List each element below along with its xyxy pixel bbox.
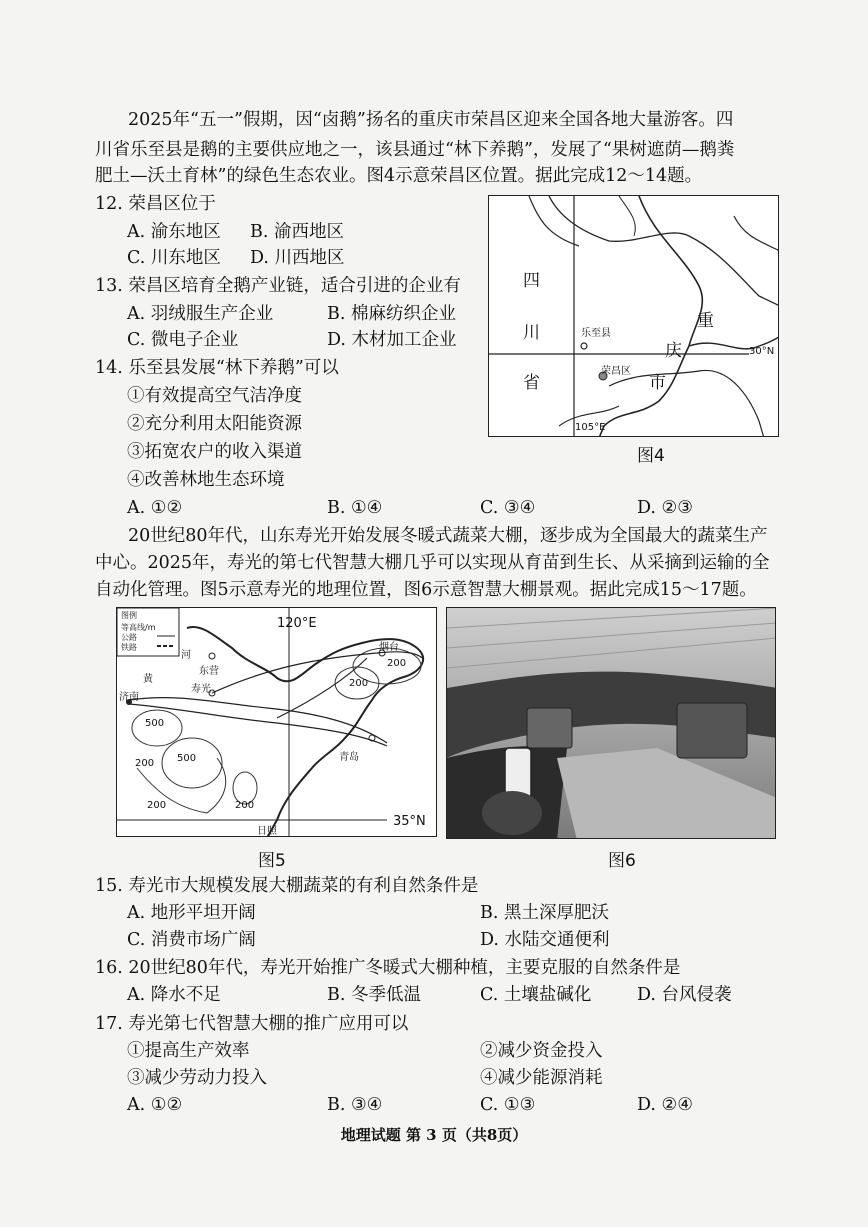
fig5-legend-title: 图例 xyxy=(121,611,137,620)
figure4-map-drawing xyxy=(489,196,779,437)
fig5-label-jinan: 济南 xyxy=(119,692,139,703)
q15-option-b[interactable]: B. 黑土深厚肥沃 xyxy=(480,903,609,923)
fig5-contour-label: 500 xyxy=(145,718,165,729)
greenhouse-photo-drawing xyxy=(447,608,776,839)
q12-stem: 12. 荣昌区位于 xyxy=(95,194,216,214)
passage1-line3: 肥土—沃土育林”的绿色生态农业。图4示意荣昌区位置。据此完成12～14题。 xyxy=(95,166,703,186)
figure5-caption: 图5 xyxy=(258,851,286,871)
passage1-line2: 川省乐至县是鹅的主要供应地之一，该县通过“林下养鹅”，发展了“果树遮荫—鹅粪 xyxy=(95,140,735,160)
smartphone xyxy=(505,748,531,798)
q13-stem: 13. 荣昌区培育全鹅产业链，适合引进的企业有 xyxy=(95,276,461,296)
fig5-label-huang: 黄 xyxy=(143,674,153,685)
q16-stem: 16. 20世纪80年代，寿光开始推广冬暖式大棚种植，主要克服的自然条件是 xyxy=(95,958,681,978)
fig5-label-dongying: 东营 xyxy=(199,666,219,677)
passage1-line1: 2025年“五一”假期，因“卤鹅”扬名的重庆市荣昌区迎来全国各地大量游客。四 xyxy=(128,110,734,130)
q14-stem: 14. 乐至县发展“林下养鹅”可以 xyxy=(95,358,339,378)
fig4-label-shi: 市 xyxy=(649,373,666,393)
fig5-label-he: 河 xyxy=(181,650,191,661)
q12-option-a[interactable]: A. 渝东地区 xyxy=(127,222,221,242)
q17-statement-3: ③减少劳动力投入 xyxy=(127,1068,267,1088)
q17-option-d[interactable]: D. ②④ xyxy=(637,1095,693,1115)
fig4-label-lezhi: 乐至县 xyxy=(581,328,611,339)
fig5-contour-label: 200 xyxy=(349,678,369,689)
automation-machine-left xyxy=(527,708,572,748)
q12-option-d[interactable]: D. 川西地区 xyxy=(250,248,345,268)
passage2-line1: 20世纪80年代，山东寿光开始发展冬暖式蔬菜大棚，逐步成为全国最大的蔬菜生产 xyxy=(128,526,768,546)
fig4-label-lon: 105°E xyxy=(575,422,606,433)
boundary-line xyxy=(619,196,635,236)
q14-option-b[interactable]: B. ①④ xyxy=(327,498,383,518)
figure6-caption: 图6 xyxy=(608,851,636,871)
q14-option-d[interactable]: D. ②③ xyxy=(637,498,693,518)
boundary-line xyxy=(549,196,779,306)
q17-option-b[interactable]: B. ③④ xyxy=(327,1095,383,1115)
q14-statement-4: ④改善林地生态环境 xyxy=(127,470,285,490)
figure5-map xyxy=(116,607,437,837)
fig4-label-chuan: 川 xyxy=(523,323,540,343)
fig5-label-rizhao: 日照 xyxy=(257,826,277,837)
fig5-contour-label: 500 xyxy=(177,753,197,764)
fig5-contour-label: 200 xyxy=(387,658,407,669)
boundary-line xyxy=(734,216,779,251)
hand xyxy=(482,791,542,835)
q13-option-d[interactable]: D. 木材加工企业 xyxy=(327,330,457,350)
fig5-label-qingdao: 青岛 xyxy=(339,752,359,763)
q13-option-c[interactable]: C. 微电子企业 xyxy=(127,330,239,350)
q14-option-c[interactable]: C. ③④ xyxy=(480,498,536,518)
fig5-label-lon: 120°E xyxy=(277,616,317,631)
q16-option-a[interactable]: A. 降水不足 xyxy=(127,985,221,1005)
boundary-line xyxy=(609,370,764,437)
q14-statement-1: ①有效提高空气洁净度 xyxy=(127,386,302,406)
q14-statement-2: ②充分利用太阳能资源 xyxy=(127,414,302,434)
q16-option-d[interactable]: D. 台风侵袭 xyxy=(637,985,732,1005)
q13-option-b[interactable]: B. 棉麻纺织企业 xyxy=(327,304,456,324)
q17-statement-4: ④减少能源消耗 xyxy=(480,1068,603,1088)
fig4-label-qing: 庆 xyxy=(665,341,682,361)
chongqing-boundary xyxy=(599,196,702,437)
fig5-contour-label: 200 xyxy=(147,800,167,811)
q14-statement-3: ③拓宽农户的收入渠道 xyxy=(127,442,302,462)
q15-stem: 15. 寿光市大规模发展大棚蔬菜的有利自然条件是 xyxy=(95,876,479,896)
fig5-contour-label: 200 xyxy=(135,758,155,769)
fig4-label-lat: 30°N xyxy=(749,346,775,357)
automation-machine xyxy=(677,703,747,758)
q17-option-c[interactable]: C. ①③ xyxy=(480,1095,536,1115)
fig5-label-shouguang: 寿光 xyxy=(191,684,211,695)
figure6-photo xyxy=(446,607,776,839)
passage2-line2: 中心。2025年，寿光的第七代智慧大棚几乎可以实现从育苗到生长、从采摘到运输的全 xyxy=(95,553,770,573)
fig4-label-sheng: 省 xyxy=(523,373,540,393)
fig5-legend-rail: 铁路 xyxy=(121,643,137,652)
q17-stem: 17. 寿光第七代智慧大棚的推广应用可以 xyxy=(95,1014,409,1034)
fig4-label-chong: 重 xyxy=(697,311,714,331)
passage2-line3: 自动化管理。图5示意寿光的地理位置，图6示意智慧大棚景观。据此完成15～17题。 xyxy=(95,580,757,600)
q16-option-b[interactable]: B. 冬季低温 xyxy=(327,985,421,1005)
fig5-legend-road: 公路 xyxy=(121,633,137,642)
q15-option-c[interactable]: C. 消费市场广阔 xyxy=(127,930,256,950)
fig5-label-yantai: 烟台 xyxy=(379,642,399,653)
q17-statement-1: ①提高生产效率 xyxy=(127,1041,250,1061)
page-footer: 地理试题 第 3 页（共8页） xyxy=(340,1126,528,1144)
figure4-map xyxy=(488,195,779,437)
dongying-marker xyxy=(209,653,215,659)
q12-option-c[interactable]: C. 川东地区 xyxy=(127,248,221,268)
q16-option-c[interactable]: C. 土壤盐碱化 xyxy=(480,985,592,1005)
q13-option-a[interactable]: A. 羽绒服生产企业 xyxy=(127,304,274,324)
q12-option-b[interactable]: B. 渝西地区 xyxy=(250,222,344,242)
fig4-label-si: 四 xyxy=(523,271,540,291)
fig5-contour-label: 200 xyxy=(235,800,255,811)
figure4-caption: 图4 xyxy=(637,446,665,466)
q14-option-a[interactable]: A. ①② xyxy=(127,498,183,518)
q15-option-d[interactable]: D. 水陆交通便利 xyxy=(480,930,610,950)
lezhi-marker xyxy=(581,343,587,349)
fig4-label-rongchang: 荣昌区 xyxy=(601,366,631,377)
q15-option-a[interactable]: A. 地形平坦开阔 xyxy=(127,903,256,923)
fig5-legend-contour: 等高线/m xyxy=(121,623,156,632)
q17-statement-2: ②减少资金投入 xyxy=(480,1041,603,1061)
q17-option-a[interactable]: A. ①② xyxy=(127,1095,183,1115)
fig5-label-lat: 35°N xyxy=(393,814,426,829)
